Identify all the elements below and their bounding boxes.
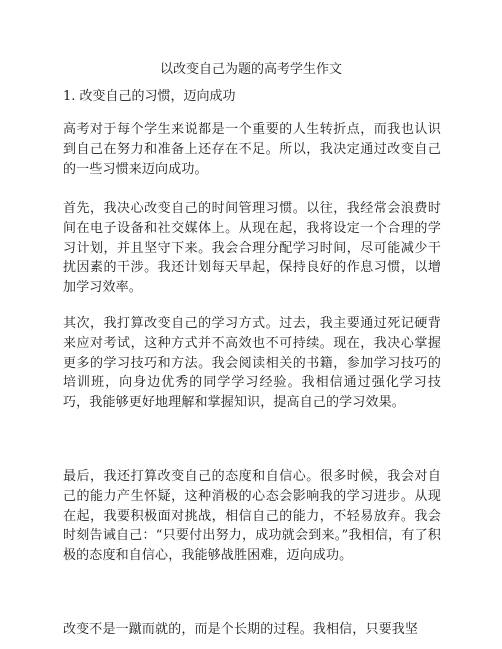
section-heading: 1. 改变自己的习惯，迈向成功 <box>63 89 236 104</box>
paragraph-attitude: 最后，我还打算改变自己的态度和自信心。很多时候，我会对自己的能力产生怀疑，这种消极的心态会影响我的学习进步。从现在起，我要积极面对挑战，相信自己的能力，不轻易放弃。我会时刻告诫自己：“只要付出努力，成功就会到来。”我相信，有了积极的态度和自信心，我能够战胜困难，迈向成功。 <box>63 469 441 564</box>
paragraph-conclusion: 改变不是一蹴而就的，而是个长期的过程。我相信，只要我坚 <box>63 622 419 637</box>
document-title: 以改变自己为题的高考学生作文 <box>159 62 342 77</box>
paragraph-time-management: 首先，我决心改变自己的时间管理习惯。以往，我经常会浪费时间在电子设备和社交媒体上。从现在起，我将设定一个合理的学习计划，并且坚守下来。我会合理分配学习时间，尽可能减少干扰因素的干涉。我还计划每天早起，保持良好的作息习惯，以增加学习效率。 <box>63 201 441 296</box>
paragraph-study-method: 其次，我打算改变自己的学习方式。过去，我主要通过死记硬背来应对考试，这种方式并不高效也不可持续。现在，我决心掌握更多的学习技巧和方法。我会阅读相关的书籍，参加学习技巧的培训班，向身边优秀的同学学习经验。我相信通过强化学习技巧，我能够更好地理解和掌握知识，提高自己的学习效果。 <box>63 316 441 411</box>
paragraph-intro: 高考对于每个学生来说都是一个重要的人生转折点，而我也认识到自己在努力和准备上还存在不足。所以，我决定通过改变自己的一些习惯来迈向成功。 <box>63 122 441 177</box>
